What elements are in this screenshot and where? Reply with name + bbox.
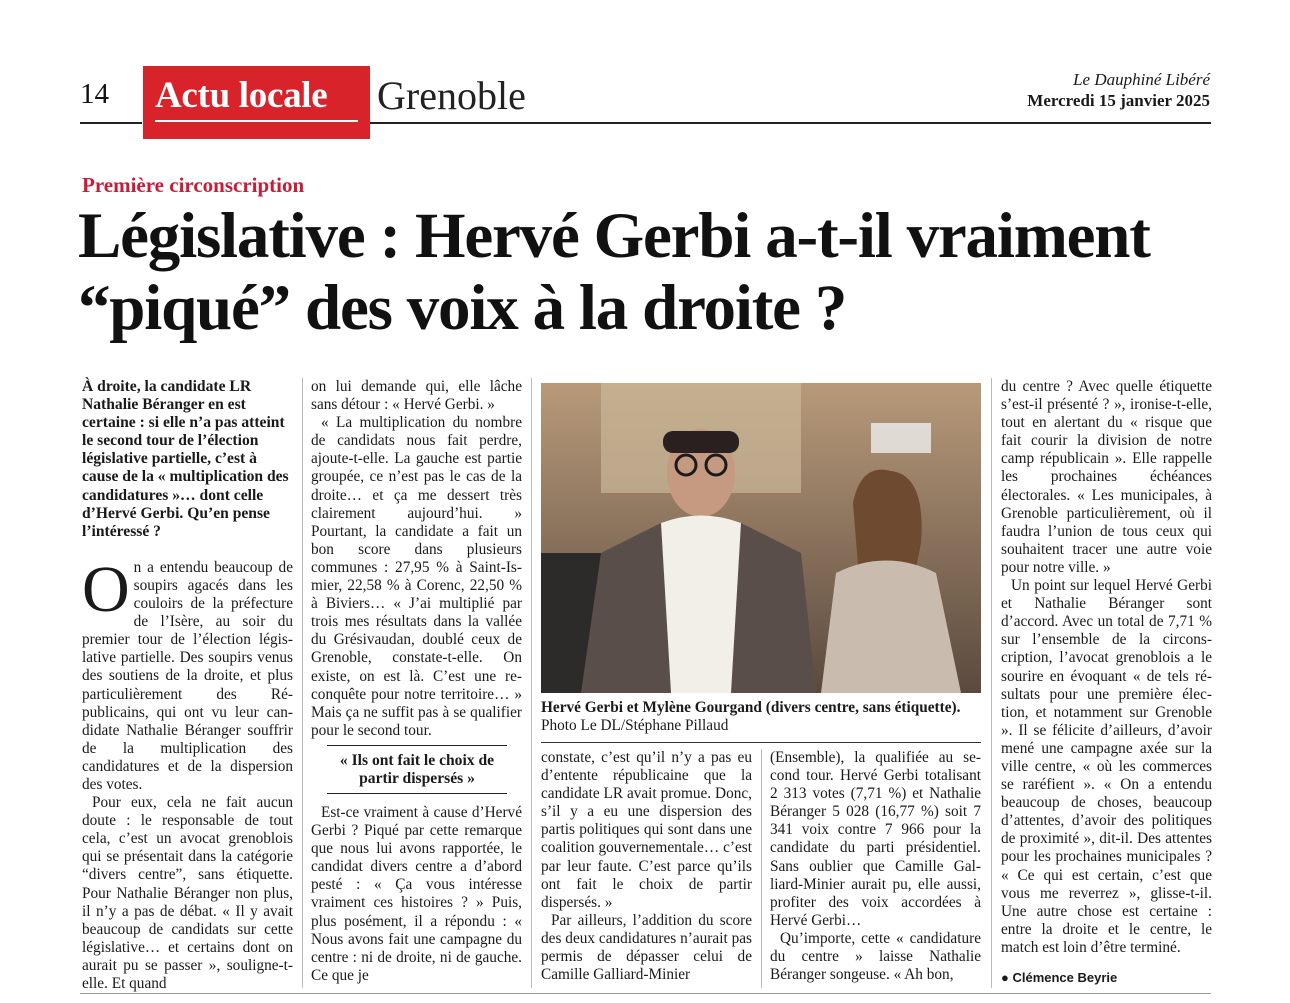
column-rule <box>302 378 303 988</box>
section-label: Actu locale <box>155 75 328 116</box>
paragraph: « La multiplication du nombre de candidats nous fait perdre, ajoute-t-elle. La gauche est partie groupée, ce n’est pas le cas de la droite… et ça me dessert très clairement aujourd’hui. » Pourtant, la candidate a fait un bon score dans plusieurs communes : 27,95 % à Saint-Ismier, 22,58 % à Corenc, 22,50 % à Biviers… « J’ai multiplié par trois mes résultats dans la vallée du Grésivaudan, doublé ceux de Grenoble, constate-t-elle. On existe, on est là. C’est une reconquête pour notre territoire… » Mais ça ne suffit pas à se qualifier pour le second tour. <box>311 414 522 739</box>
article-column-1 <box>82 378 293 993</box>
article-lead: À droite, la candidate LR Nathalie Béranger en est certaine : si elle n’a pas atteint le second tour de l’élection législative partielle, c’est à cause de la « multiplication des candidatures »… dont celle d’Hervé Gerbi. Qu’en pense l’intéressé ? <box>82 378 289 540</box>
photo-illustration <box>541 383 981 693</box>
article-subhead: « Ils ont fait le choix de partir dispersés » <box>327 745 507 794</box>
article-author: ● Clémence Beyrie <box>1001 970 1118 985</box>
column-rule <box>531 378 532 988</box>
bottom-rule <box>80 993 1211 994</box>
article-column-2-continued <box>311 804 522 985</box>
paragraph: Qu’importe, cette « candidature du centre » laisse Nathalie Béranger songeuse. « Ah bon, <box>770 929 981 984</box>
paragraph-text: n a entendu beaucoup de soupirs agacés dans les couloirs de la préfecture de l’Isère, au soir du premier tour de l’élection législative partielle. Des soupirs venus des soutiens de la droite, et plus particulièrement des Républicains, qui ont vu leur candidate Nathalie Béranger souffrir de la multiplication des candidatures et de la dispersion des votes. <box>82 558 293 793</box>
paragraph: Par ailleurs, l’addition du score des deux candidatures n’aurait pas permis de dépasser celui de Camille Galliard-Minier <box>541 911 752 984</box>
caption-text: Hervé Gerbi et Mylène Gourgand (divers centre, sans étiquette). <box>541 699 961 716</box>
author-name: Clémence Beyrie <box>1012 970 1118 985</box>
paragraph: on lui demande qui, elle lâche sans détour : « Hervé Gerbi. » <box>311 378 522 414</box>
article-column-3 <box>541 749 752 984</box>
page-number: 14 <box>80 78 109 110</box>
paragraph <box>82 552 293 794</box>
article-column-2 <box>311 378 522 740</box>
paragraph: (Ensemble), la qualifiée au second tour. Hervé Gerbi totalisant 2 313 votes (7,71 %) et Nathalie Béranger 5 028 (16,77 %) soit 7 341 voix contre 7 966 pour la candidate du parti présidentiel. Sans oublier que Camille Galliard-Minier aurait pu, elle aussi, profiter des voix accordées à Hervé Gerbi… <box>770 749 981 929</box>
newspaper-name: Le Dauphiné Libéré <box>1073 70 1210 89</box>
article-headline: Législative : Hervé Gerbi a-t-il vraiment “piqué” des voix à la droite ? <box>78 200 1150 344</box>
caption-rule <box>541 742 981 743</box>
drop-cap: O <box>82 552 130 626</box>
section-city: Grenoble <box>377 73 526 118</box>
section-underline <box>155 120 358 122</box>
header-rule-left <box>80 122 142 124</box>
photo-caption <box>541 699 981 735</box>
paragraph: Pour eux, cela ne fait aucun doute : le responsable de tout cela, c’est un avocat grenoblois qui se présentait dans la catégorie “divers centre”, sans étiquette. Pour Nathalie Béranger non plus, il n’y a pas de débat. « Il y avait beaucoup de candidats sur cette législative… et certains dont on aurait pu se passer », souligne-t-elle. Et quand <box>82 794 293 992</box>
article-column-5 <box>1001 378 1212 957</box>
article-photo <box>541 383 981 693</box>
issue-date: Mercredi 15 janvier 2025 <box>1027 91 1210 110</box>
paragraph: Un point sur lequel Hervé Gerbi et Nathalie Béranger sont d’accord. Avec un total de 7,71 % sur l’ensemble de la circonscription, l’avocat grenoblois a le sourire en évoquant « de tels résultats pour une première élection, et notamment sur Grenoble ». Il se félicite d’ailleurs, d’avoir mené une campagne axée sur la ville centre, « où les commerces se raréfient ». « On a entendu beaucoup de choses, beaucoup d’attentes, d’avoir des politiques de proximité », dit-il. Des attentes pour les prochaines municipales ? « Ce qui est certain, c’est que vous me reverrez », glisse-t-il. Une autre chose est certaine : entre la droite et le centre, le match est loin d’être terminé. <box>1001 577 1212 956</box>
column-rule <box>761 749 762 988</box>
photo-credit: Photo Le DL/Stéphane Pillaud <box>541 717 729 734</box>
paragraph: du centre ? Avec quelle étiquette s’est-il présenté ? », ironise-t-elle, tout en alertant du « risque que fait courir la division de notre camp républicain ». Elle rappelle les prochaines échéances électorales. « Les municipales, à Grenoble particulièrement, où il faudra l’union de tous ceux qui souhaitent tracer une autre voie pour notre ville. » <box>1001 378 1212 576</box>
column-rule <box>991 378 992 988</box>
paragraph: constate, c’est qu’il n’y a pas eu d’entente républicaine que la candidate LR avait promue. Donc, s’il y a eu une dispersion des partis politiques qui sont dans une coalition gouvernementale… c’est par leur faute. C’est parce qu’ils ont fait le choix de partir dispersés. » <box>541 749 752 911</box>
paragraph: Est-ce vraiment à cause d’Hervé Gerbi ? Piqué par cette remarque que nous lui avons rapportée, le candidat divers centre a d’abord pesté : « Ça vous intéresse vraiment ces histoires ? » Puis, plus posément, il a répondu : « Nous avons fait une campagne du centre : ni de droite, ni de gauche. Ce que je <box>311 804 522 984</box>
section-banner <box>143 66 370 139</box>
article-kicker: Première circonscription <box>82 173 305 197</box>
article-column-4 <box>770 749 981 984</box>
header-rule-right <box>370 122 1211 124</box>
